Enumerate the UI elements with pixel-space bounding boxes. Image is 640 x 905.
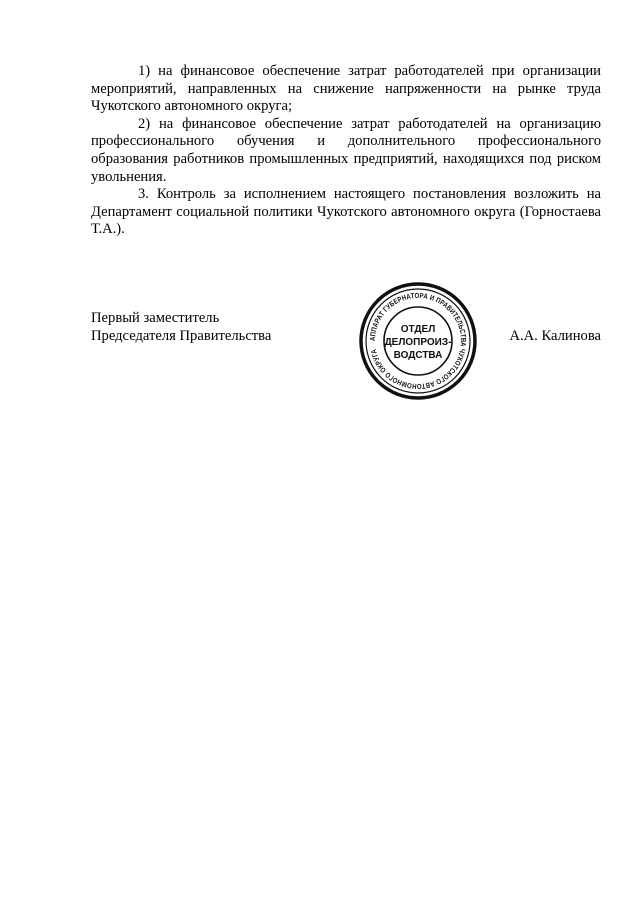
signatory-position-line1: Первый заместитель: [91, 310, 220, 326]
paragraph-1: 1) на финансовое обеспечение затрат работодателей при организации мероприятий, направленных на снижение напряженности на рынке труда Чукотского автономного округа;: [91, 63, 601, 115]
official-stamp: [358, 281, 478, 401]
paragraph-2: 2) на финансовое обеспечение затрат работодателей на организацию профессионального обучения и дополнительного профессионального образования работников промышленных предприятий, находящихся под риском увольнения.: [91, 115, 601, 185]
signatory-name: А.А. Калинова: [509, 328, 601, 344]
document-body: [91, 63, 601, 239]
stamp-ring-text: АППАРАТ ГУБЕРНАТОРА И ПРАВИТЕЛЬСТВА ЧУКОТСКОГО АВТОНОМНОГО ОКРУГА: [367, 290, 469, 392]
signatory-position: [91, 309, 271, 345]
stamp-graphic: [358, 281, 478, 401]
signatory-position-line2: Председателя Правительства: [91, 328, 272, 344]
paragraph-3: 3. Контроль за исполнением настоящего постановления возложить на Департамент социальной политики Чукотского автономного округа (Горностаева Т.А.).: [91, 186, 601, 238]
stamp-center-line2: ДЕЛОПРОИЗ-: [384, 337, 452, 348]
stamp-center-line1: ОТДЕЛ: [400, 324, 436, 335]
stamp-center-line3: ВОДСТВА: [393, 350, 443, 361]
